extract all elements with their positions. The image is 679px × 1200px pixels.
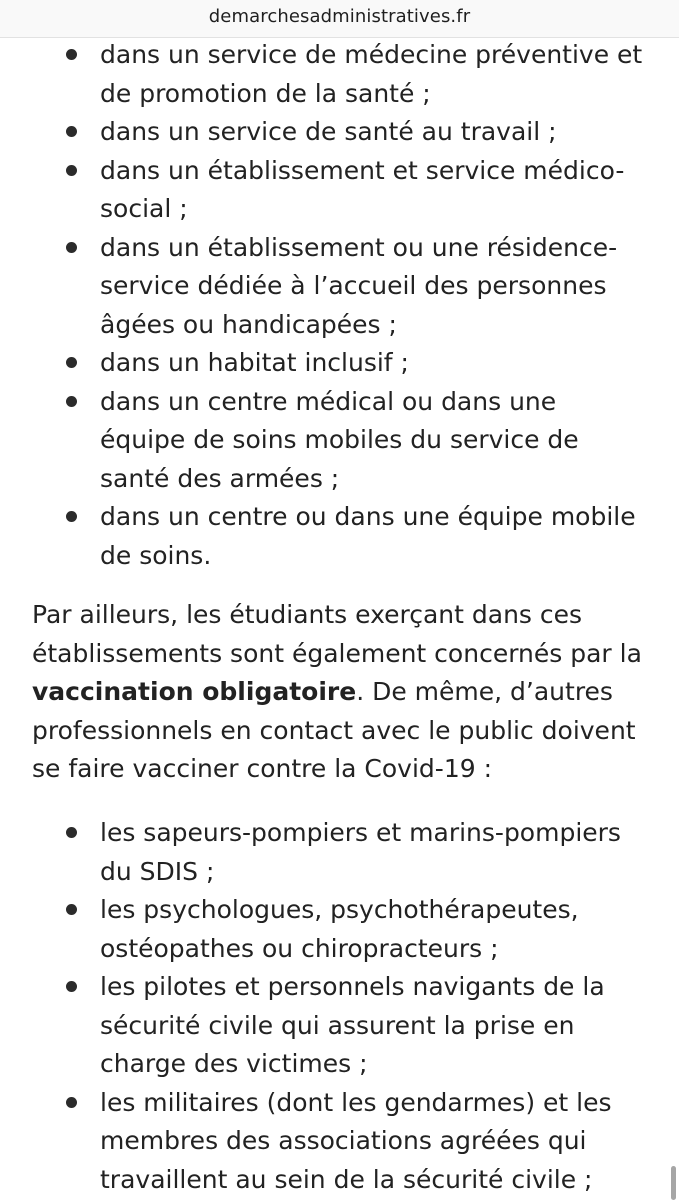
- bullet-dot-icon: [66, 357, 77, 368]
- list-item: [0, 113, 679, 152]
- establishment-list: [0, 38, 679, 575]
- list-item: [0, 229, 679, 345]
- scrollbar[interactable]: [671, 1166, 676, 1200]
- bullet-dot-icon: [66, 827, 77, 838]
- list-item-text: dans un établissement ou une résidence-service dédiée à l’accueil des personnes âgées ou handicapées ;: [100, 232, 618, 339]
- bullet-dot-icon: [66, 165, 77, 176]
- list-item-text: dans un habitat inclusif ;: [100, 348, 409, 377]
- list-item-text: les pilotes et personnels navigants de la sécurité civile qui assurent la prise en charge des victimes ;: [100, 972, 605, 1078]
- article-content: [0, 38, 679, 1200]
- bullet-dot-icon: [66, 981, 77, 992]
- list-item: [0, 383, 679, 499]
- paragraph-text-end: . De même, d’autres professionnels en contact avec le public doivent se faire vacciner contre la Covid-19 :: [32, 677, 636, 783]
- list-item-text: dans un service de médecine préventive et de promotion de la santé ;: [100, 40, 643, 108]
- list-item: [0, 38, 679, 113]
- url-text[interactable]: demarchesadministratives.fr: [208, 6, 471, 27]
- list-item: [0, 344, 679, 383]
- bullet-dot-icon: [66, 126, 77, 137]
- list-item-text: dans un centre ou dans une équipe mobile de soins.: [100, 502, 636, 570]
- list-item-text: dans un établissement et service médico-social ;: [100, 155, 625, 223]
- bullet-dot-icon: [66, 242, 77, 253]
- intro-paragraph: [32, 596, 652, 789]
- list-item: [0, 891, 679, 968]
- list-item: [0, 1084, 679, 1200]
- professionals-list: [0, 814, 679, 1199]
- list-item-text: dans un service de santé au travail ;: [100, 117, 557, 146]
- list-item-text: les sapeurs-pompiers et marins-pompiers du SDIS ;: [100, 818, 621, 886]
- list-item-text: les militaires (dont les gendarmes) et les membres des associations agréées qui travaillent au sein de la sécurité civile ;: [100, 1087, 612, 1194]
- list-item-text: dans un centre médical ou dans une équipe de soins mobiles du service de santé des armées ;: [100, 386, 579, 493]
- list-item-text: les psychologues, psychothérapeutes, ostéopathes ou chiropracteurs ;: [100, 895, 579, 963]
- list-item: [0, 498, 679, 575]
- bullet-dot-icon: [66, 396, 77, 407]
- address-bar[interactable]: [0, 0, 679, 38]
- bullet-dot-icon: [66, 49, 77, 60]
- list-item: [0, 814, 679, 891]
- list-item: [0, 152, 679, 229]
- bullet-dot-icon: [66, 511, 77, 522]
- vaccination-obligatoire-link[interactable]: vaccination obligatoire: [32, 677, 357, 706]
- bullet-dot-icon: [66, 904, 77, 915]
- bullet-dot-icon: [66, 1097, 77, 1108]
- paragraph-text-start: Par ailleurs, les étudiants exerçant dans ces établissements sont également concernés par la: [32, 600, 642, 668]
- list-item: [0, 968, 679, 1084]
